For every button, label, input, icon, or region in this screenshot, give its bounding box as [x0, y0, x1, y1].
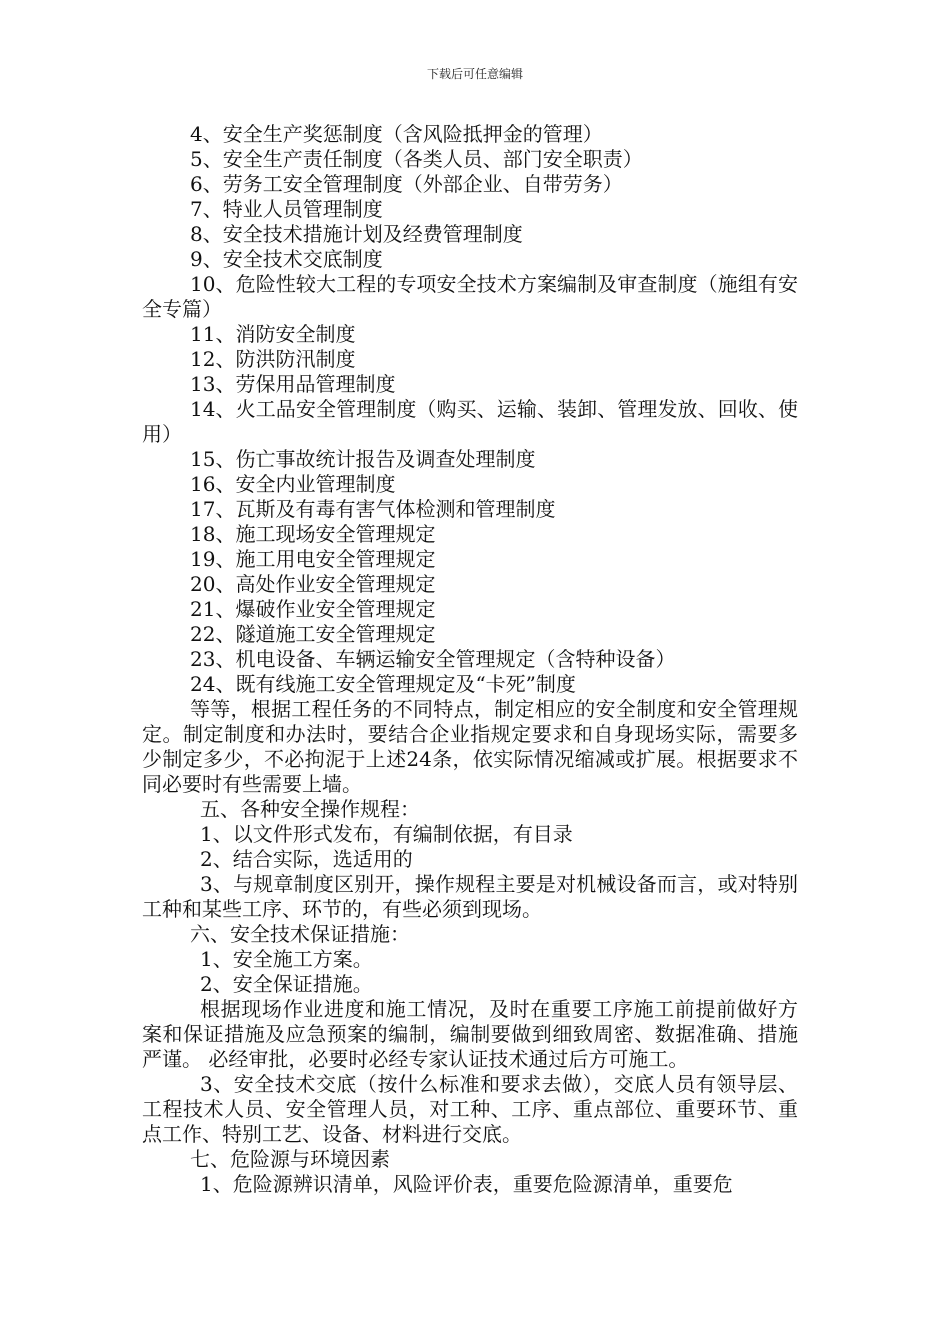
list-item: 16、安全内业管理制度 — [190, 472, 396, 496]
list-item: 13、劳保用品管理制度 — [190, 372, 396, 396]
paragraph: 等等，根据工程任务的不同特点，制定相应的安全制度和安全管理规定。制定制度和办法时，要结合企业指规定要求和自身现场实际，需要多少制定多少，不必拘泥于上述24条，依实际情况缩减或扩展。根据要求不同必要时有些需要上墙。 — [142, 697, 798, 796]
paragraph: 根据现场作业进度和施工情况，及时在重要工序施工前提前做好方案和保证措施及应急预案的编制，编制要做到细致周密、数据准确、措施严谨。 必经审批，必要时必经专家认证技术通过后方可施工。 — [142, 997, 798, 1071]
section-heading: 五、各种安全操作规程： — [200, 797, 420, 821]
page-header: 下载后可任意编辑 — [426, 67, 523, 81]
list-item: 10、危险性较大工程的专项安全技术方案编制及审查制度（施组有安全专篇） — [142, 272, 798, 321]
list-item: 14、火工品安全管理制度（购买、运输、装卸、管理发放、回收、使用） — [142, 397, 798, 446]
list-item: 1、危险源辨识清单，风险评价表，重要危险源清单，重要危 — [200, 1172, 733, 1196]
list-item: 11、消防安全制度 — [190, 322, 356, 346]
list-item: 2、安全保证措施。 — [200, 972, 373, 996]
list-item: 23、机电设备、车辆运输安全管理规定（含特种设备） — [190, 647, 676, 671]
list-item: 4、安全生产奖惩制度（含风险抵押金的管理） — [190, 122, 603, 146]
list-item: 18、施工现场安全管理规定 — [190, 522, 436, 546]
list-item: 8、安全技术措施计划及经费管理制度 — [190, 222, 523, 246]
section-heading: 六、安全技术保证措施： — [190, 922, 410, 946]
list-item: 3、与规章制度区别开，操作规程主要是对机械设备而言，或对特别工种和某些工序、环节的，有些必须到现场。 — [142, 872, 798, 921]
list-item: 6、劳务工安全管理制度（外部企业、自带劳务） — [190, 172, 623, 196]
document-body — [142, 122, 798, 1197]
list-item: 2、结合实际，选适用的 — [200, 847, 413, 871]
list-item: 9、安全技术交底制度 — [190, 247, 383, 271]
list-item: 21、爆破作业安全管理规定 — [190, 597, 436, 621]
list-item: 20、高处作业安全管理规定 — [190, 572, 436, 596]
list-item: 1、安全施工方案。 — [200, 947, 373, 971]
list-item: 5、安全生产责任制度（各类人员、部门安全职责） — [190, 147, 643, 171]
list-item: 7、特业人员管理制度 — [190, 197, 383, 221]
list-item: 1、以文件形式发布，有编制依据，有目录 — [200, 822, 573, 846]
list-item: 22、隧道施工安全管理规定 — [190, 622, 436, 646]
section-heading: 七、危险源与环境因素 — [190, 1147, 390, 1171]
list-item: 15、伤亡事故统计报告及调查处理制度 — [190, 447, 536, 471]
list-item: 12、防洪防汛制度 — [190, 347, 356, 371]
list-item: 17、瓦斯及有毒有害气体检测和管理制度 — [190, 497, 556, 521]
list-item: 24、既有线施工安全管理规定及“卡死”制度 — [190, 672, 576, 696]
list-item: 3、安全技术交底（按什么标准和要求去做），交底人员有领导层、工程技术人员、安全管理人员，对工种、工序、重点部位、重要环节、重点工作、特别工艺、设备、材料进行交底。 — [142, 1072, 798, 1146]
list-item: 19、施工用电安全管理规定 — [190, 547, 436, 571]
